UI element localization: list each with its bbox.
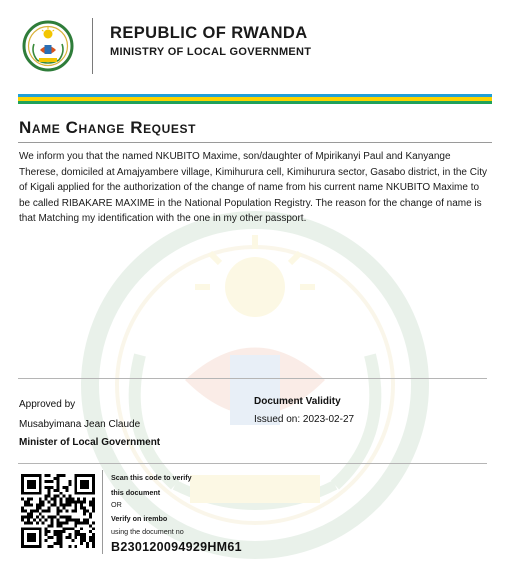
footer-divider <box>18 463 487 464</box>
document-title: Name Change Request <box>19 118 197 137</box>
verify-doc-no-label: using the document no <box>111 527 184 536</box>
signature-divider <box>18 378 487 379</box>
approved-by-label: Approved by <box>19 399 76 410</box>
issued-date: Issued on: 2023-02-27 <box>254 414 355 425</box>
ministry-title: MINISTRY OF LOCAL GOVERNMENT <box>110 46 312 58</box>
verify-or: OR <box>111 500 122 509</box>
document-body: We inform you that the named NKUBITO Maxime, son/daughter of Mpirikanyi Paul and Kanyange Therese, domiciled at Amajyambere village, Kimihurura cell, Kimihurura sector, Gasabo district, in the City of Kigali applied for the authorization of the change of name from his current name NKUBITO Maxime to be called RIBAKARE MAXIME in the National Population Registry. The reason for the change of name is that Matching my identification with the one in my other passport. <box>19 151 487 225</box>
verify-instruction-2: this document <box>111 488 161 497</box>
approver-title: Minister of Local Government <box>19 437 161 448</box>
flag-green-band <box>18 101 492 104</box>
flag-stripe <box>18 94 492 104</box>
rwanda-coat-of-arms-icon <box>22 20 74 72</box>
title-divider <box>18 142 492 143</box>
header-divider <box>92 18 93 74</box>
document-number: B230120094929HM61 <box>111 540 242 554</box>
approver-name: Musabyimana Jean Claude <box>19 419 141 430</box>
qr-code-icon[interactable] <box>21 474 95 548</box>
verify-irembo: Verify on irembo <box>111 514 168 523</box>
verify-instruction-1: Scan this code to verify <box>111 473 192 482</box>
country-title: REPUBLIC OF RWANDA <box>110 24 308 42</box>
document-validity-label: Document Validity <box>254 396 341 407</box>
footer-vertical-divider <box>102 470 103 554</box>
